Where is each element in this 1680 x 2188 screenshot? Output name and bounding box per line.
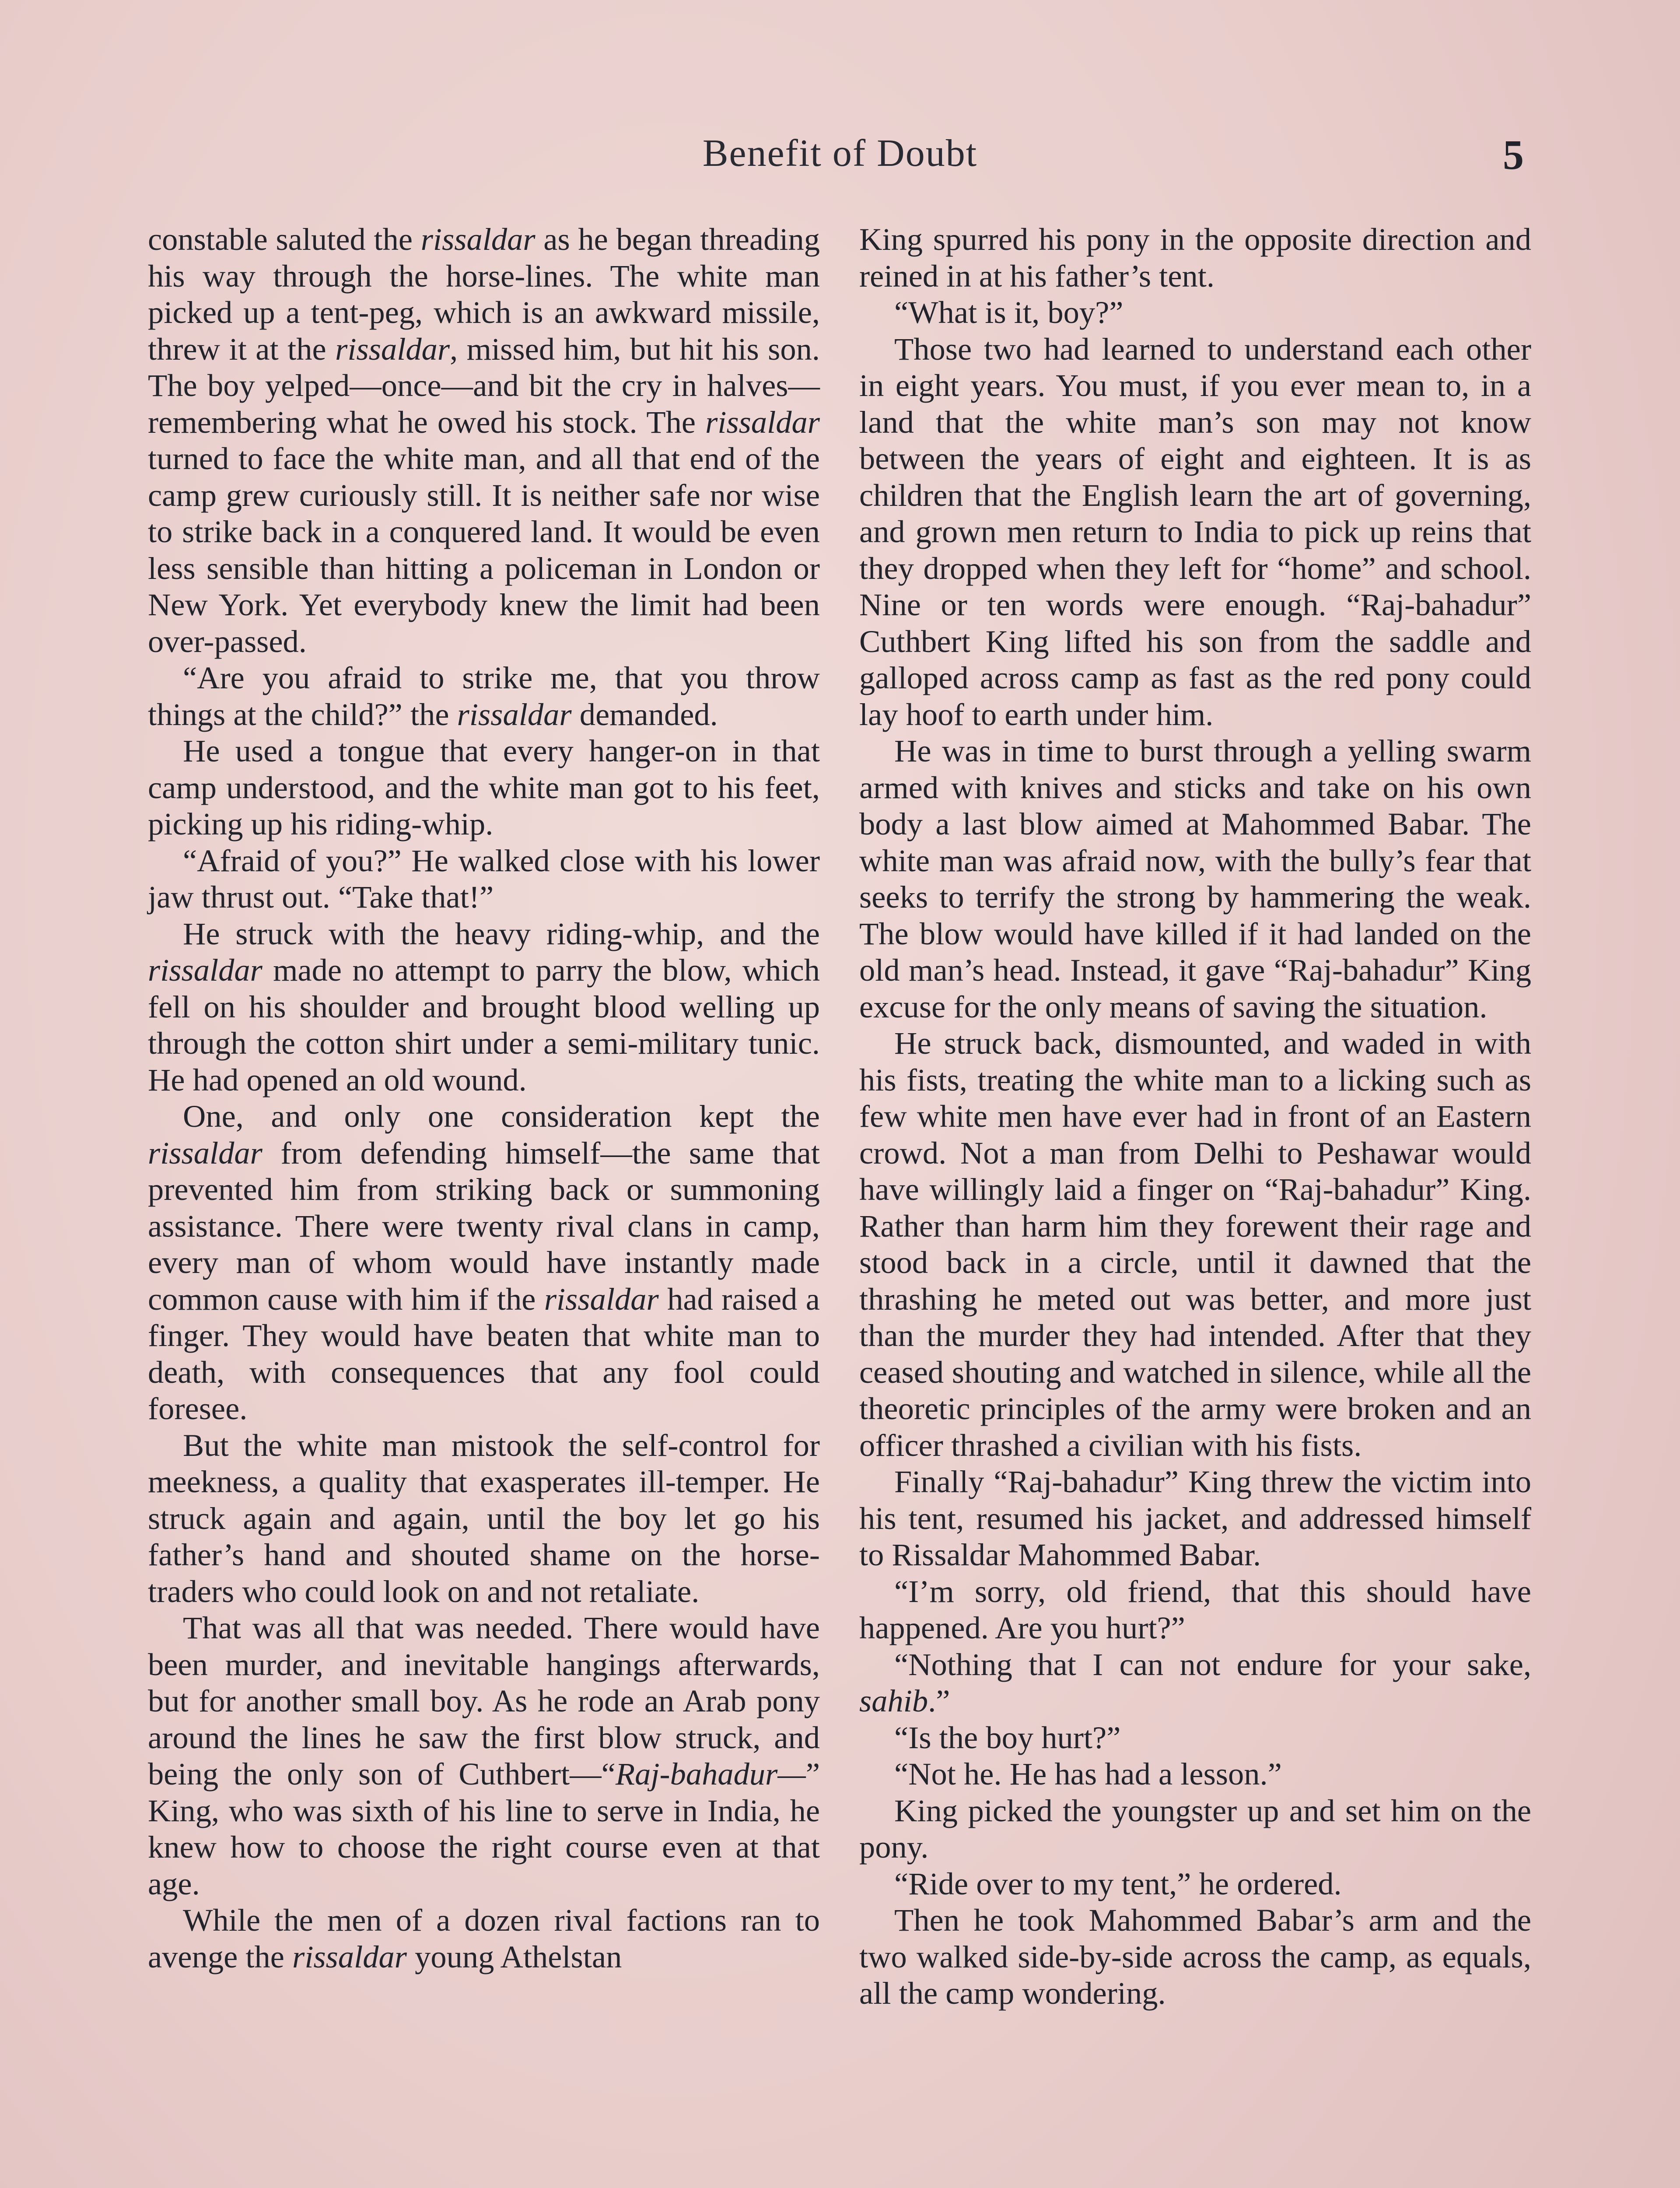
paragraph: One, and only one consideration kept the rissaldar from defending himself—the same that prevented him from striking back or summoning assistance. There were twenty rival clans in camp, every man of whom would have instantly made common cause with him if the rissaldar had raised a finger. They would have beaten that white man to death, with consequences that any fool could foresee.: [148, 1098, 820, 1426]
paragraph: “Afraid of you?” He walked close with his lower jaw thrust out. “Take that!”: [148, 842, 820, 915]
paragraph: He struck back, dismounted, and waded in with his fists, treating the white man to a licking such as few white men have ever had in front of an Eastern crowd. Not a man from Delhi to Peshawar would have willingly laid a finger on “Raj-bahadur” King. Rather than harm him they forewent their rage and stood back in a circle, until it dawned that the thrashing he meted out was better, and more just than the murder they had intended. After that they ceased shouting and watched in silence, while all the theoretic principles of the army were broken and an officer thrashed a civilian with his fists.: [859, 1025, 1531, 1463]
paragraph: “I’m sorry, old friend, that this should have happened. Are you hurt?”: [859, 1573, 1531, 1645]
page-number: 5: [1503, 131, 1524, 178]
paragraph: “Are you afraid to strike me, that you throw things at the child?” the rissaldar demanded.: [148, 660, 820, 732]
paragraph: Then he took Mahommed Babar’s arm and the two walked side-by-side across the camp, as equals, all the camp wondering.: [859, 1902, 1531, 2011]
paragraph: He used a tongue that every hanger-on in that camp understood, and the white man got to his feet, picking up his riding-whip.: [148, 733, 820, 842]
page-header-title: Benefit of Doubt: [702, 132, 978, 175]
paragraph: “Not he. He has had a lesson.”: [894, 1756, 1282, 1792]
paragraph: “What is it, boy?”: [894, 295, 1124, 330]
paragraph: While the men of a dozen rival factions ran to avenge the rissaldar young Athelstan: [148, 1902, 820, 1974]
paragraph: “Nothing that I can not endure for your sake, sahib.”: [859, 1646, 1531, 1718]
paragraph: “Ride over to my tent,” he ordered.: [894, 1865, 1342, 1901]
paragraph: King spurred his pony in the opposite direction and reined in at his father’s tent.: [859, 221, 1531, 294]
paragraph: That was all that was needed. There would have been murder, and inevitable hangings afterwards, but for another small boy. As he rode an Arab pony around the lines he saw the first blow struck, and being the only son of Cuthbert—“Raj-bahadur—” King, who was sixth of his line to serve in India, he knew how to choose the right course even at that age.: [148, 1610, 820, 1901]
paragraph: Those two had learned to understand each other in eight years. You must, if you ever mean to, in a land that the white man’s son may not know between the years of eight and eighteen. It is as children that the English learn the art of governing, and grown men return to India to pick up reins that they dropped when they left for “home” and school. Nine or ten words were enough. “Raj-bahadur” Cuthbert King lifted his son from the saddle and galloped across camp as fast as the red pony could lay hoof to earth under him.: [859, 331, 1531, 732]
paragraph: But the white man mistook the self-control for meekness, a quality that exasperates ill-temper. He struck again and again, until the boy let go his father’s hand and shouted shame on the horse-traders who could look on and not retaliate.: [148, 1427, 820, 1609]
paragraph: He struck with the heavy riding-whip, and the rissaldar made no attempt to parry the blow, which fell on his shoulder and brought blood welling up through the cotton shirt under a semi-military tunic. He had opened an old wound.: [148, 915, 820, 1098]
left-text-column: [148, 221, 820, 1975]
paragraph: He was in time to burst through a yelling swarm armed with knives and sticks and take on his own body a last blow aimed at Mahommed Babar. The white man was afraid now, with the bully’s fear that seeks to terrify the strong by hammering the weak. The blow would have killed if it had landed on the old man’s head. Instead, it gave “Raj-bahadur” King excuse for the only means of saving the situation.: [859, 733, 1531, 1024]
paragraph: constable saluted the rissaldar as he began threading his way through the horse-lines. The white man picked up a tent-peg, which is an awkward missile, threw it at the rissaldar, missed him, but hit his son. The boy yelped—once—and bit the cry in halves—remembering what he owed his stock. The rissaldar turned to face the white man, and all that end of the camp grew curiously still. It is neither safe nor wise to strike back in a conquered land. It would be even less sensible than hitting a policeman in London or New York. Yet everybody knew the limit had been over-passed.: [148, 221, 820, 659]
paragraph: “Is the boy hurt?”: [894, 1719, 1121, 1755]
right-text-column: [859, 221, 1531, 2012]
paragraph: King picked the youngster up and set him on the pony.: [859, 1792, 1531, 1865]
paragraph: Finally “Raj-bahadur” King threw the victim into his tent, resumed his jacket, and addressed himself to Rissaldar Mahommed Babar.: [859, 1464, 1531, 1572]
